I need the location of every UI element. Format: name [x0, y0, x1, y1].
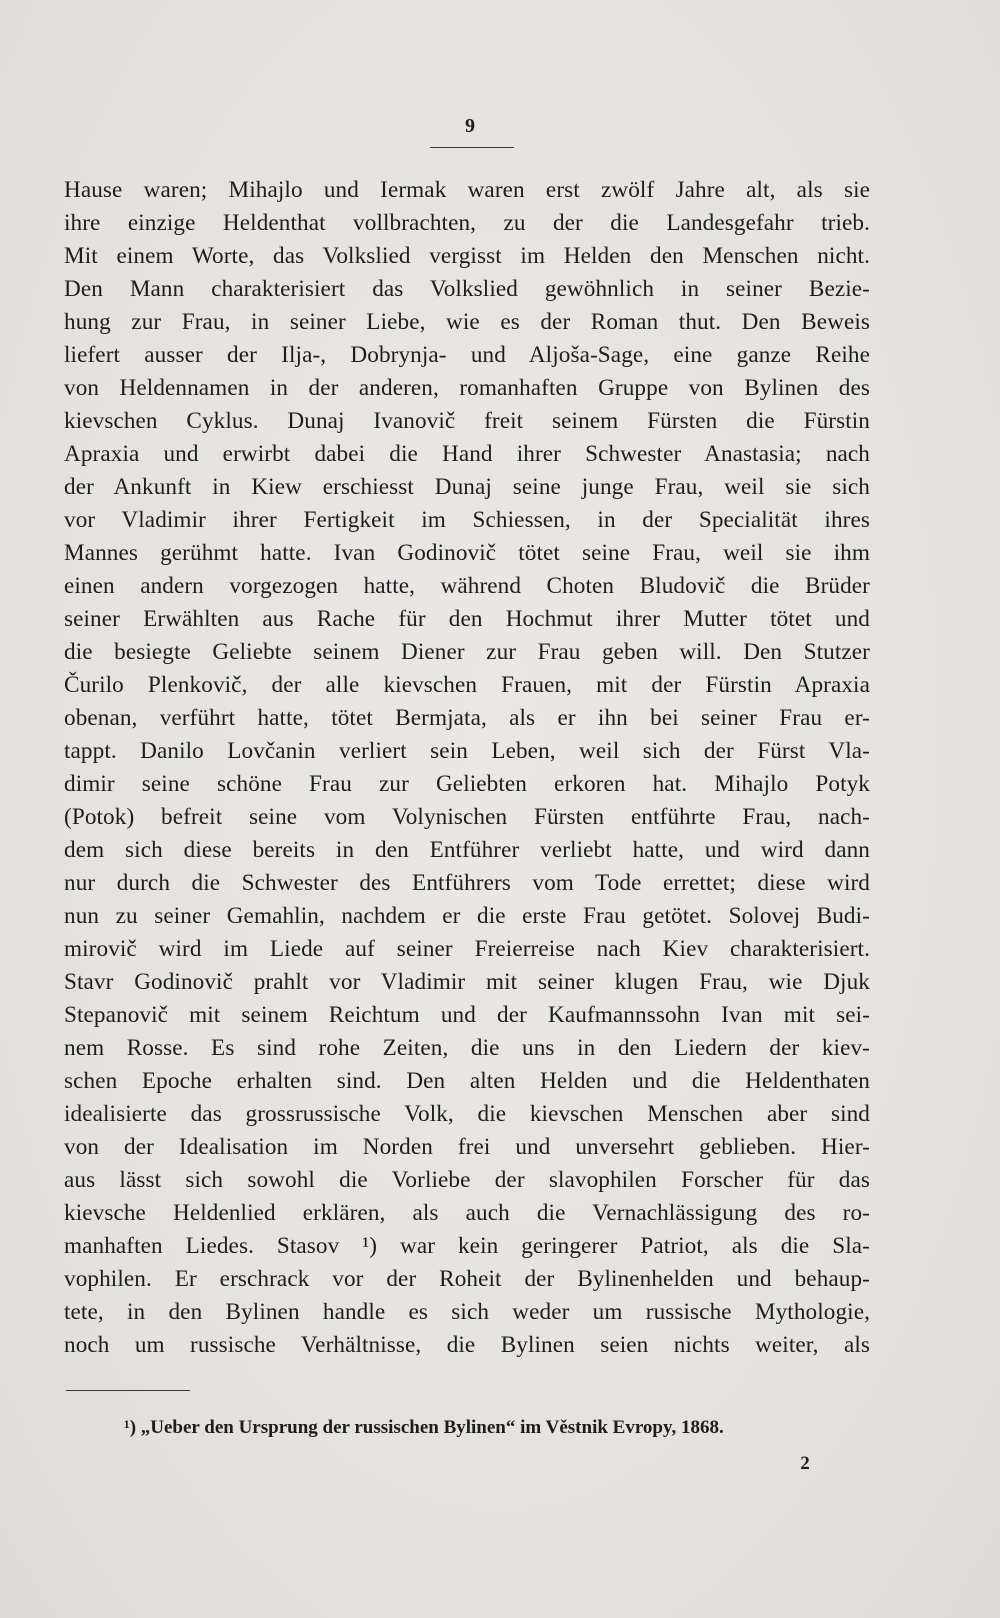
text-line: nur durch die Schwester des Entführers vom Tode errettet; diese wird	[64, 870, 870, 896]
text-line: Apraxia und erwirbt dabei die Hand ihrer Schwester Anastasia; nach	[64, 441, 870, 467]
text-line: vor Vladimir ihrer Fertigkeit im Schiessen, in der Specialität ihres	[64, 507, 870, 533]
text-line: schen Epoche erhalten sind. Den alten Helden und die Heldenthaten	[64, 1068, 870, 1094]
text-line: Den Mann charakterisiert das Volkslied gewöhnlich in seiner Bezie-	[64, 276, 870, 302]
text-line: seiner Erwählten aus Rache für den Hochmut ihrer Mutter tötet und	[64, 606, 870, 632]
text-line: ihre einzige Heldenthat vollbrachten, zu der die Landesgefahr trieb.	[64, 210, 870, 236]
text-line: Mit einem Worte, das Volkslied vergisst im Helden den Menschen nicht.	[64, 243, 870, 269]
text-line: nem Rosse. Es sind rohe Zeiten, die uns in den Liedern der kiev-	[64, 1035, 870, 1061]
text-line: aus lässt sich sowohl die Vorliebe der slavophilen Forscher für das	[64, 1167, 870, 1193]
text-line: tete, in den Bylinen handle es sich weder um russische Mythologie,	[64, 1299, 870, 1325]
sheet-signature: 2	[800, 1453, 810, 1474]
body-text	[64, 174, 870, 1362]
text-line: nun zu seiner Gemahlin, nachdem er die erste Frau getötet. Solovej Budi-	[64, 903, 870, 929]
text-line: tappt. Danilo Lovčanin verliert sein Leben, weil sich der Fürst Vla-	[64, 738, 870, 764]
text-line: kievsche Heldenlied erklären, als auch die Vernachlässigung des ro-	[64, 1200, 870, 1226]
text-line: dimir seine schöne Frau zur Geliebten erkoren hat. Mihajlo Potyk	[64, 771, 870, 797]
text-line: der Ankunft in Kiew erschiesst Dunaj seine junge Frau, weil sie sich	[64, 474, 870, 500]
text-line: mirovič wird im Liede auf seiner Freierreise nach Kiev charakterisiert.	[64, 936, 870, 962]
text-line: Čurilo Plenkovič, der alle kievschen Frauen, mit der Fürstin Apraxia	[64, 672, 870, 698]
page-number: 9	[465, 115, 475, 137]
text-line: idealisierte das grossrussische Volk, die kievschen Menschen aber sind	[64, 1101, 870, 1127]
footnote: ¹) „Ueber den Ursprung der russischen Bylinen“ im Věstnik Evropy, 1868.	[124, 1417, 724, 1438]
text-line: die besiegte Geliebte seinem Diener zur Frau geben will. Den Stutzer	[64, 639, 870, 665]
text-line: von Heldennamen in der anderen, romanhaften Gruppe von Bylinen des	[64, 375, 870, 401]
text-line: Hause waren; Mihajlo und Iermak waren erst zwölf Jahre alt, als sie	[64, 177, 870, 203]
text-line: hung zur Frau, in seiner Liebe, wie es der Roman thut. Den Beweis	[64, 309, 870, 335]
text-line: Stavr Godinovič prahlt vor Vladimir mit seiner klugen Frau, wie Djuk	[64, 969, 870, 995]
text-line: obenan, verführt hatte, tötet Bermjata, als er ihn bei seiner Frau er-	[64, 705, 870, 731]
text-line: kievschen Cyklus. Dunaj Ivanovič freit seinem Fürsten die Fürstin	[64, 408, 870, 434]
text-line: von der Idealisation im Norden frei und unversehrt geblieben. Hier-	[64, 1134, 870, 1160]
footnote-rule	[66, 1390, 190, 1391]
text-line: liefert ausser der Ilja-, Dobrynja- und Aljoša-Sage, eine ganze Reihe	[64, 342, 870, 368]
text-line: manhaften Liedes. Stasov ¹) war kein geringerer Patriot, als die Sla-	[64, 1233, 870, 1259]
text-line: vophilen. Er erschrack vor der Roheit der Bylinenhelden und behaup-	[64, 1266, 870, 1292]
header-rule	[430, 147, 514, 148]
text-line: (Potok) befreit seine vom Volynischen Fürsten entführte Frau, nach-	[64, 804, 870, 830]
text-line: einen andern vorgezogen hatte, während Choten Bludovič die Brüder	[64, 573, 870, 599]
text-line: dem sich diese bereits in den Entführer verliebt hatte, und wird dann	[64, 837, 870, 863]
text-line: Stepanovič mit seinem Reichtum und der Kaufmannssohn Ivan mit sei-	[64, 1002, 870, 1028]
text-line: Mannes gerühmt hatte. Ivan Godinovič tötet seine Frau, weil sie ihm	[64, 540, 870, 566]
text-line: noch um russische Verhältnisse, die Bylinen seien nichts weiter, als	[64, 1332, 870, 1358]
